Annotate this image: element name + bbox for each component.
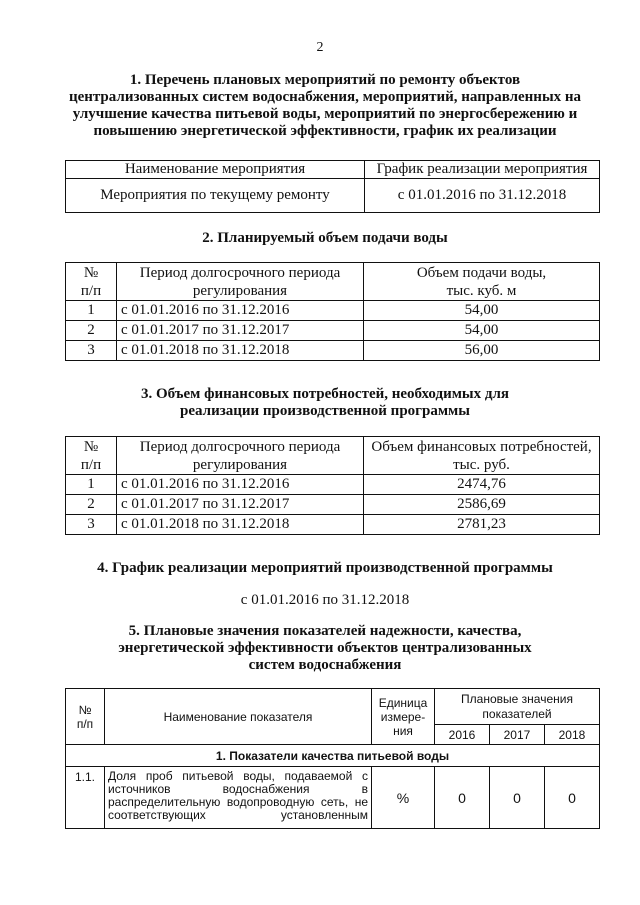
volume-header-value-line: тыс. куб. м [446,282,517,299]
measures-cell-name: Мероприятия по текущему ремонту [66,179,365,213]
volume-header-period [117,263,364,301]
indicators-header-no-line: п/п [76,716,94,731]
volume-header-no-line: п/п [80,282,102,299]
row-value: 54,00 [364,321,600,341]
volume-header-period-line: регулирования [192,282,288,299]
section3-title [60,386,590,420]
measures-header-schedule: График реализации мероприятия [365,161,600,179]
table-row [66,301,600,321]
finance-header-period [117,437,364,475]
section3-title-line: реализации производственной программы [180,403,470,419]
indicators-header-planned [435,689,600,725]
year-2017-header: 2017 [489,725,544,745]
volume-header-value-line: Объем подачи воды, [416,264,547,281]
table-row [66,515,600,535]
row-value: 56,00 [364,341,600,361]
section5-title-line: 5. Плановые значения показателей надежности, качества, [128,623,522,639]
section4-period: с 01.01.2016 по 31.12.2018 [240,592,410,608]
row-period: с 01.01.2018 по 31.12.2018 [117,515,364,535]
section1-title-line: централизованных систем водоснабжения, мероприятий, направленных на [68,89,582,105]
row-value: 2586,69 [364,495,600,515]
indicators-header-no [66,689,105,745]
indicators-header-no-line: № [78,702,92,717]
row-period: с 01.01.2016 по 31.12.2016 [117,475,364,495]
measures-header-name: Наименование мероприятия [66,161,365,179]
finance-header-value-line: Объем финансовых потребностей, [371,438,592,455]
row-value: 2781,23 [364,515,600,535]
year-2018-header: 2018 [544,725,599,745]
volume-header-no-line: № [83,264,99,281]
section1-title-line: повышению энергетической эффективности, график их реализации [93,123,557,139]
description-line: Доля проб питьевой воды, подаваемой с [108,769,368,783]
indicators-header-name: Наименование показателя [105,689,372,745]
row-period: с 01.01.2017 по 31.12.2017 [117,495,364,515]
row-value-2017: 0 [489,767,544,829]
section1-title [60,72,590,140]
row-number: 3 [66,341,117,361]
page-number: 2 [316,40,324,55]
indicators-header-unit-line: измере- [380,709,426,724]
row-number: 3 [66,515,117,535]
section5-title-line: энергетической эффективности объектов централизованных [118,640,532,656]
measures-table [65,160,600,213]
group-quality-header: 1. Показатели качества питьевой воды [66,745,600,767]
section5-title-line: систем водоснабжения [248,657,402,673]
row-indicator-description [105,767,372,829]
finance-header-value-line: тыс. руб. [453,456,510,473]
description-line: распределительную водопроводную сеть, не [108,795,368,809]
section5-title [60,623,590,674]
table-row [66,341,600,361]
section2-title: 2. Планируемый объем подачи воды [202,230,448,246]
section4-title: 4. График реализации мероприятий производственной программы [97,560,553,576]
table-row [66,321,600,341]
section1-title-line: улучшение качества питьевой воды, мероприятий по энергосбережению и [72,106,578,122]
row-number: 2 [66,321,117,341]
row-period: с 01.01.2018 по 31.12.2018 [117,341,364,361]
year-2016-header: 2016 [435,725,490,745]
row-number: 2 [66,495,117,515]
table-row [66,767,600,829]
row-number: 1.1. [66,767,105,829]
financial-needs-table [65,436,600,535]
row-value-2016: 0 [435,767,490,829]
table-row [66,495,600,515]
volume-header-value [364,263,600,301]
finance-header-period-line: Период долгосрочного периода [139,438,341,455]
volume-header-no [66,263,117,301]
finance-header-period-line: регулирования [192,456,288,473]
indicators-header-unit-line: ния [393,723,413,738]
row-value-2018: 0 [544,767,599,829]
row-number: 1 [66,475,117,495]
table-row [66,475,600,495]
description-line: соответствующих установленным [108,808,368,822]
indicators-header-planned-line: показателей [482,706,552,721]
row-value: 2474,76 [364,475,600,495]
indicators-header-unit-line: Единица [378,695,428,710]
row-number: 1 [66,301,117,321]
row-period: с 01.01.2017 по 31.12.2017 [117,321,364,341]
finance-header-no [66,437,117,475]
section1-title-line: 1. Перечень плановых мероприятий по ремонту объектов [129,72,521,88]
section3-title-line: 3. Объем финансовых потребностей, необходимых для [140,386,510,402]
description-line: источников водоснабжения в [108,782,368,796]
finance-header-value [364,437,600,475]
row-value: 54,00 [364,301,600,321]
measures-cell-schedule: с 01.01.2016 по 31.12.2018 [365,179,600,213]
indicators-header-unit [372,689,435,745]
row-period: с 01.01.2016 по 31.12.2016 [117,301,364,321]
indicators-header-planned-line: Плановые значения [461,691,573,706]
water-volume-table [65,262,600,361]
finance-header-no-line: № [83,438,99,455]
volume-header-period-line: Период долгосрочного периода [139,264,341,281]
finance-header-no-line: п/п [80,456,102,473]
row-unit: % [372,767,435,829]
indicators-table [65,688,600,829]
